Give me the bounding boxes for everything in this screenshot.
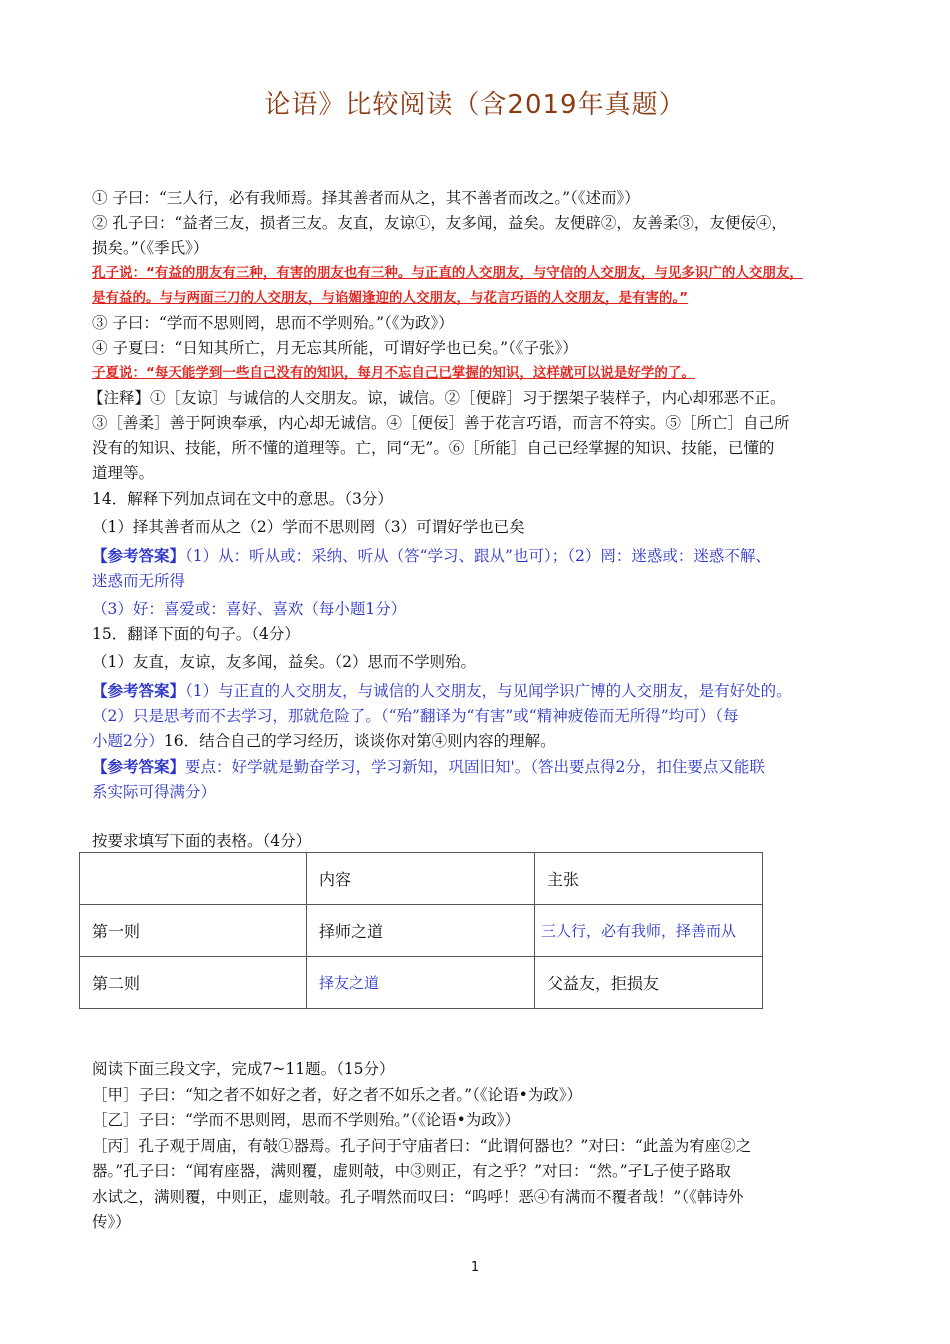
question-14-items: （1）择其善者而从之（2）学而不思则罔（3）可谓好学也已矣 <box>92 518 525 536</box>
passage-yi: ［乙］子曰：“学而不思则罔，思而不学则殆。”（《论语•为政》） <box>92 1111 520 1129</box>
passage-bing-line-4: 传》） <box>92 1213 131 1231</box>
answer-15-tail: 小题2分） <box>92 732 164 750</box>
table-row-1-claim: 三人行，必有我师，择善而从 <box>535 905 763 957</box>
notes-line-3: 没有的知识、技能，所不懂的道理等。亡，同“无”。⑥［所能］自己已经掌握的知识、技能，已懂的 <box>92 439 775 457</box>
answer-14-text: （1）从：听从或：采纳、听从（答“学习、跟从”也可）；（2）罔：迷惑或：迷惑不解、 <box>185 547 771 565</box>
answer-15-line-2: （2）只是思考而不去学习，那就危险了。（“殆”翻译为“有害”或“精神疲倦而无所得”均可）（每 <box>92 707 739 725</box>
answer-14-line-1 <box>92 543 872 569</box>
answer-14-line-3: （3）好：喜爱或：喜好、喜欢（每小题1分） <box>92 600 407 618</box>
table-corner-cell <box>80 853 307 905</box>
table-row-2-content: 择友之道 <box>307 957 535 1009</box>
answer-15-line-3 <box>92 729 872 754</box>
answer-16-line-1 <box>92 754 872 780</box>
question-15: 15．翻译下面的句子。（4分） <box>92 625 300 643</box>
notes-line-1: 【注释】①［友谅］与诚信的人交朋友。谅，诚信。②［便辟］习于摆架子装样子，内心却邪恶不正。 <box>88 389 786 407</box>
answer-label: 【参考答案】 <box>92 757 186 776</box>
table-intro: 按要求填写下面的表格。（4分） <box>92 832 312 850</box>
passage-1: ① 子曰：“三人行，必有我师焉。择其善者而从之，其不善者而改之。”（《述而》） <box>92 189 640 207</box>
translation-2-line-1: 孔子说：“有益的朋友有三种，有害的朋友也有三种。与正直的人交朋友，与守信的人交朋友，与见多识广的人交朋友， <box>92 265 803 281</box>
passage-bing-line-2: 器。”孔子曰：“闻宥座器，满则覆，虚则攲，中③则正，有之乎？”对曰：“然。”孑L子使子路取 <box>92 1162 731 1180</box>
table-row-2-claim: 父益友，拒损友 <box>535 957 763 1009</box>
passage-jia: ［甲］子曰：“知之者不如好之者，好之者不如乐之者。”（《论语•为政》） <box>92 1085 582 1104</box>
answer-16-text: 要点：好学就是勤奋学习，学习新知，巩固旧知'。（答出要点得2分，扣住要点又能联 <box>185 758 765 776</box>
answer-label: 【参考答案】 <box>92 681 186 700</box>
table-row-1-content: 择师之道 <box>307 905 535 957</box>
answer-15-text: （1）与正直的人交朋友，与诚信的人交朋友，与见闻学识广博的人交朋友，是有好处的。 <box>185 682 792 700</box>
answer-14-line-2: 迷惑而无所得 <box>92 572 186 590</box>
passage-3: ③ 子曰：“学而不思则罔，思而不学则殆。”（《为政》） <box>92 314 454 332</box>
translation-4: 子夏说：“每天能学到一些自己没有的知识，每月不忘自己已掌握的知识，这样就可以说是好学的了。 <box>92 365 695 381</box>
passage-2-line-1: ② 孔子曰：“益者三友，损者三友。友直，友谅①，友多闻，益矣。友便辟②，友善柔③，友便佞④， <box>92 214 787 232</box>
page-number: 1 <box>470 1260 480 1275</box>
notes-line-4: 道理等。 <box>92 464 155 482</box>
passage-2-line-2: 损矣。”（《季氏》） <box>92 239 209 257</box>
table-header-claim: 主张 <box>535 853 763 905</box>
passages-block <box>88 186 872 486</box>
notes-line-2: ③［善柔］善于阿谀奉承，内心却无诚信。④［便佞］善于花言巧语，而言不符实。⑤［所亡］自己所 <box>92 414 790 432</box>
table-row-2-label: 第二则 <box>80 957 307 1009</box>
passage-bing-line-1: ［丙］孔子观于周庙，有攲①器焉。孔子问于守庙者曰：“此谓何器也？”对曰：“此盖为宥座②之 <box>92 1136 752 1155</box>
passage-4: ④ 子夏曰：“日知其所亡，月无忘其所能，可谓好学也已矣。”（《子张》） <box>92 339 578 357</box>
fill-in-table <box>79 852 763 1009</box>
passage-bing-line-3: 水试之，满则覆，中则正，虚则攲。孔子喟然而叹曰：“呜呼！恶④有满而不覆者哉！”（《韩诗外 <box>92 1187 744 1206</box>
reading-block <box>92 1057 872 1236</box>
page-title: 论语》比较阅读（含2019年真题） <box>264 90 686 120</box>
question-16: 16．结合自己的学习经历，谈谈你对第④则内容的理解。 <box>163 732 556 750</box>
table-row-1-label: 第一则 <box>80 905 307 957</box>
reading-intro: 阅读下面三段文字，完成7~11题。（15分） <box>92 1060 395 1078</box>
answer-15-line-1 <box>92 678 872 704</box>
question-14: 14．解释下列加点词在文中的意思。（3分） <box>92 490 393 508</box>
translation-2-line-2: 是有益的。与与两面三刀的人交朋友，与谄媚逢迎的人交朋友，与花言巧语的人交朋友，是有害的。” <box>92 290 689 306</box>
questions-block <box>92 487 872 805</box>
answer-label: 【参考答案】 <box>92 546 186 565</box>
table-header-content: 内容 <box>307 853 535 905</box>
answer-16-line-2: 系实际可得满分） <box>92 783 217 801</box>
question-15-items: （1）友直，友谅，友多闻，益矣。（2）思而不学则殆。 <box>92 653 476 671</box>
